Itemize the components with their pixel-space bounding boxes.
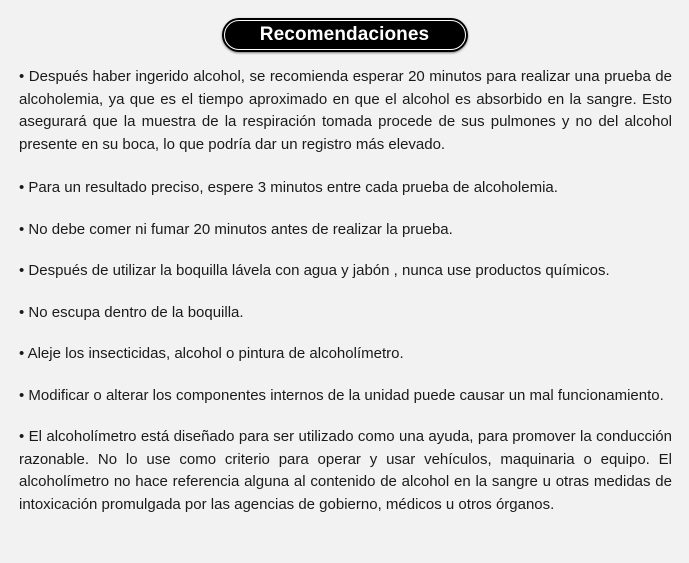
recommendations-list [19,66,672,516]
recommendation-item: • Modificar o alterar los componentes internos de la unidad puede causar un mal funcionamiento. [19,386,664,404]
recommendation-item: • Después haber ingerido alcohol, se recomienda esperar 20 minutos para realizar una prueba de alcoholemia, ya que es el tiempo aproximado en que el alcohol es absorbido en la sangre. Esto asegurará que la muestra de la respiración tomada procede de sus pulmones y no del alcohol presente en su boca, lo que podría dar un registro más elevado. [19,68,672,153]
recommendation-item: • No escupa dentro de la boquilla. [19,303,244,321]
recommendation-item: • Después de utilizar la boquilla lávela con agua y jabón , nunca use productos químicos. [19,262,610,279]
recommendation-item: • El alcoholímetro está diseñado para ser utilizado como una ayuda, para promover la conducción razonable. No lo use como criterio para operar y usar vehículos, maquinaria o equipo. El alcoholímetro no hace referencia alguna al contenido de alcohol en la sangre u otras medidas de intoxicación promulgada por las agencias de gobierno, médicos u otros órganos. [19,428,672,513]
recommendation-item: • No debe comer ni fumar 20 minutos antes de realizar la prueba. [19,220,453,238]
title-pill [222,18,468,52]
recommendation-item: • Para un resultado preciso, espere 3 minutos entre cada prueba de alcoholemia. [19,179,558,196]
title-banner [0,18,689,52]
recommendation-item: • Aleje los insecticidas, alcohol o pintura de alcoholímetro. [19,345,404,362]
page-title: Recomendaciones [224,20,466,50]
